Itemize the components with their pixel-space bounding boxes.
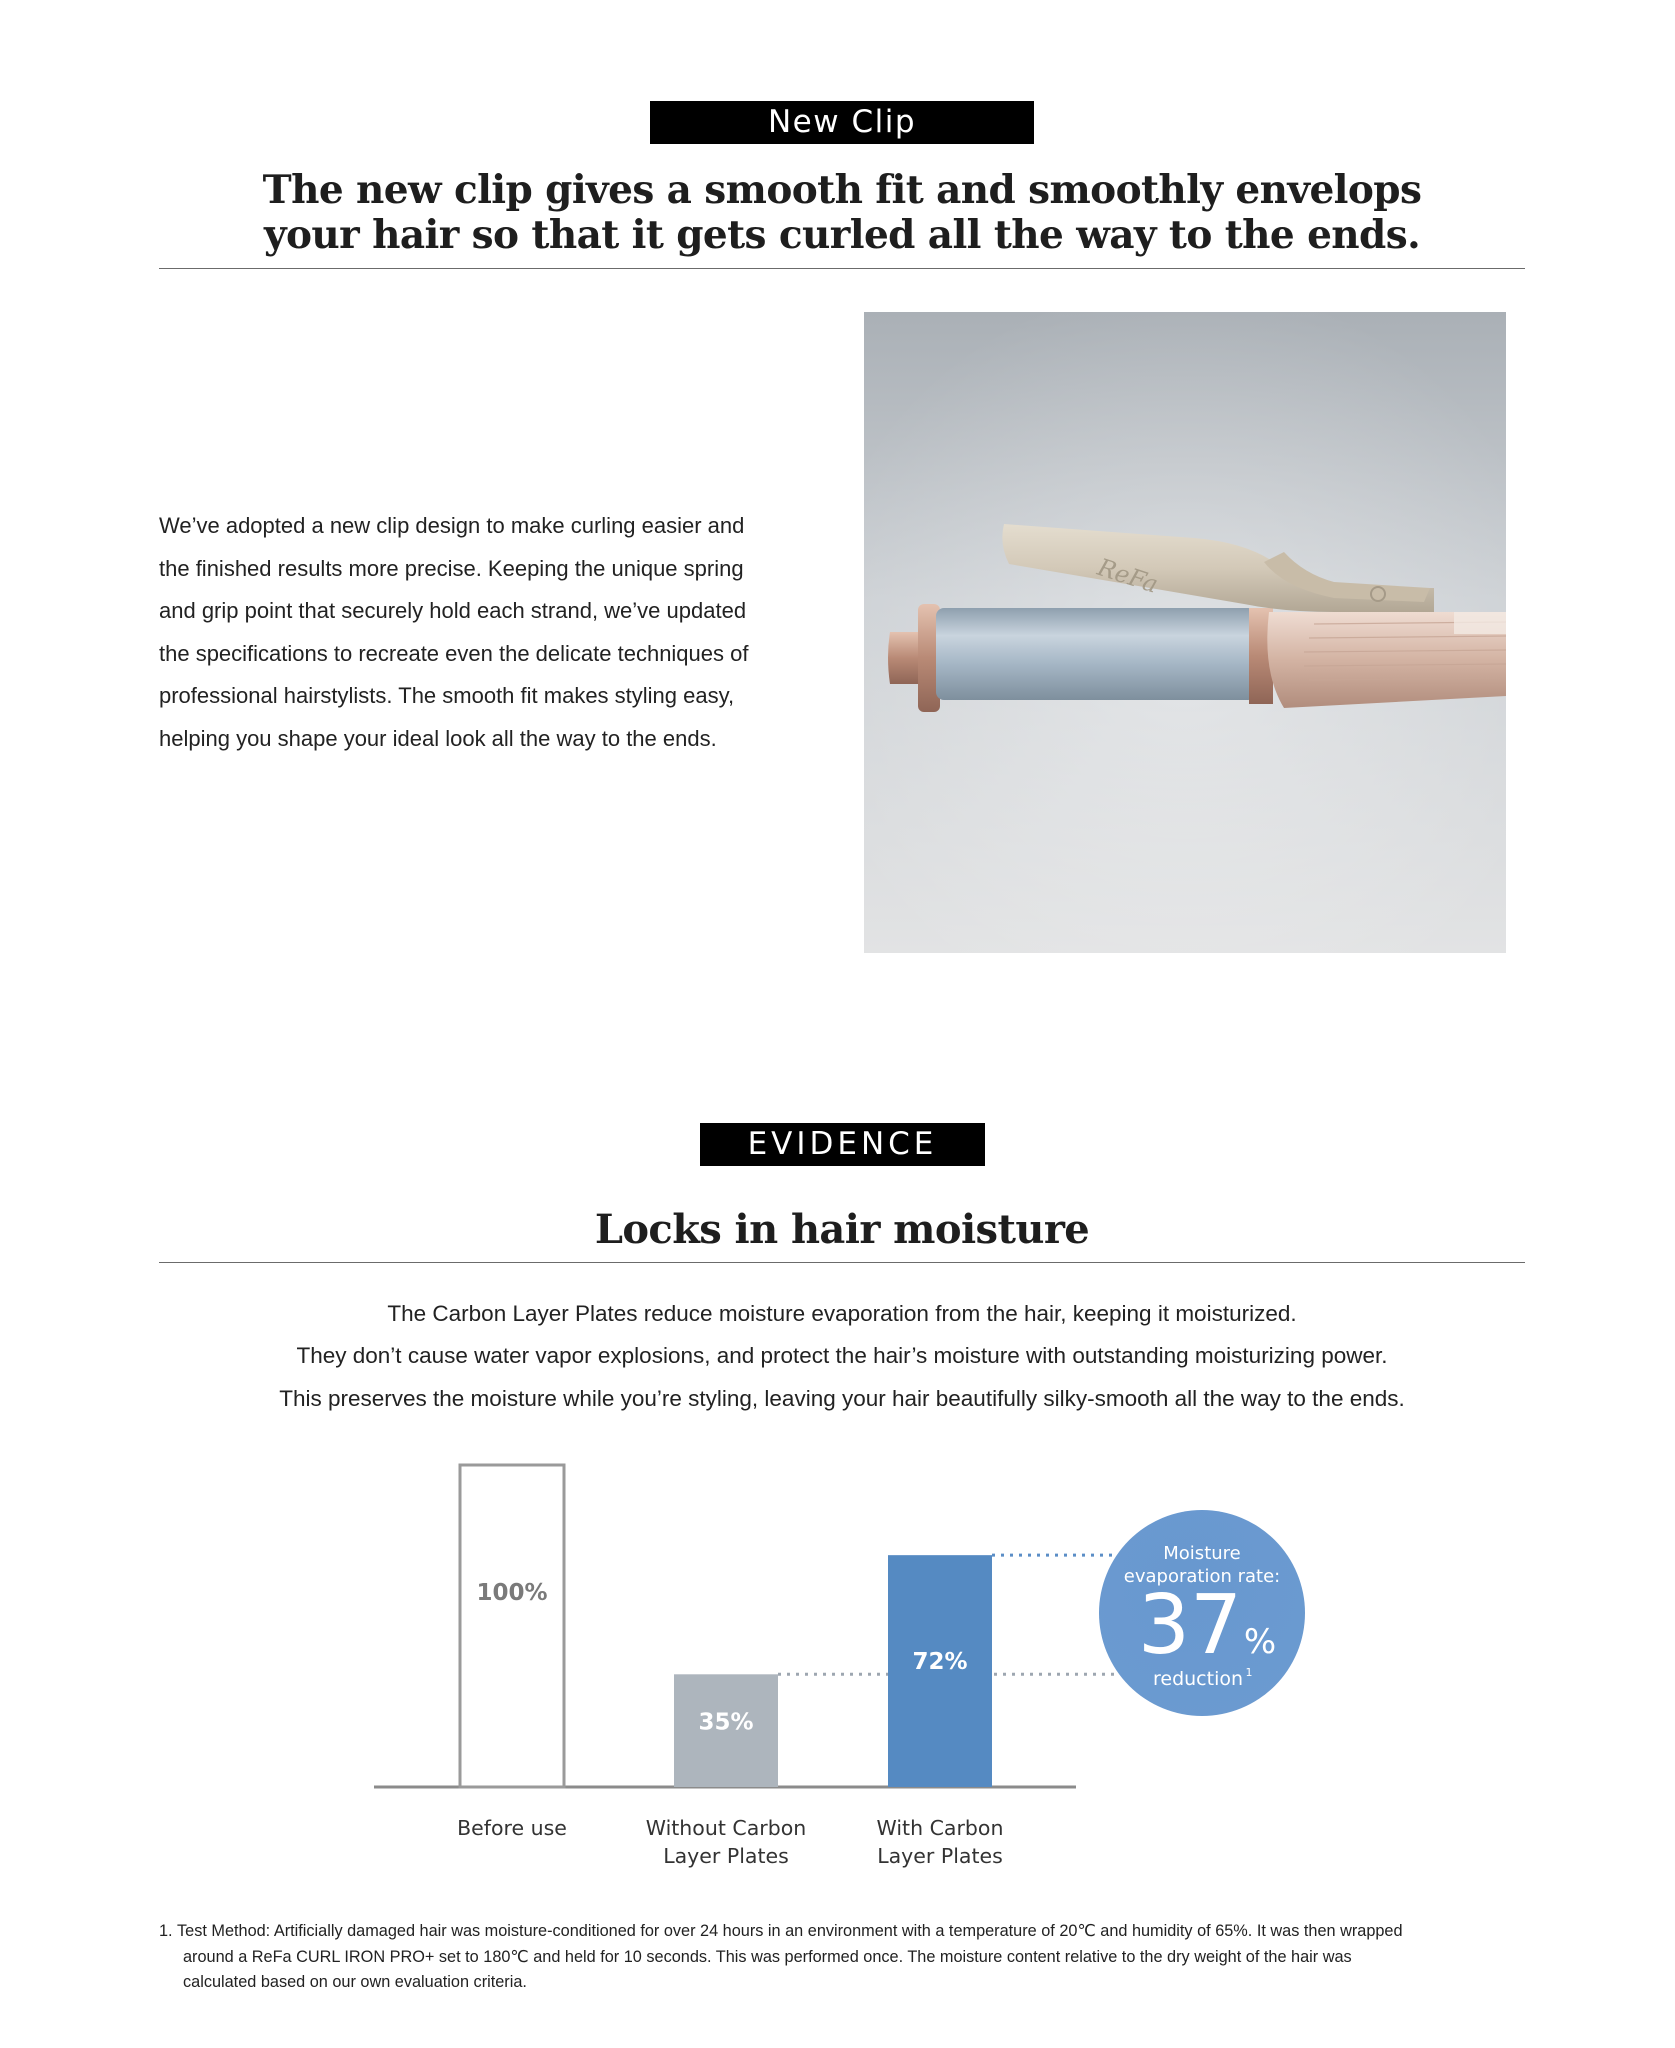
evidence-description-line: This preserves the moisture while you’re styling, leaving your hair beautifully silky-smooth all the way to the ends.	[279, 1386, 1405, 1411]
footnote-line: around a ReFa CURL IRON PRO+ set to 180℃ and held for 10 seconds. This was performed once. The moisture content relative to the dry weight of the hair was	[183, 1947, 1352, 1966]
bar-value-label: 100%	[476, 1580, 548, 1607]
badge-footnote-mark: 1	[1245, 1666, 1253, 1679]
bar-value-label: 72%	[912, 1648, 968, 1675]
badge-line-3: reduction	[1152, 1668, 1244, 1690]
bar-value-label: 35%	[698, 1709, 754, 1736]
new-clip-tag: New Clip	[650, 101, 1034, 144]
evidence-description-line: They don’t cause water vapor explosions, and protect the hair’s moisture with outstanding moisturizing power.	[296, 1343, 1388, 1368]
curling-iron-product-image	[864, 312, 1506, 953]
footnote-number: 1.	[159, 1922, 173, 1940]
new-clip-headline-line-2: your hair so that it gets curled all the way to the ends.	[263, 212, 1421, 258]
footnote-line: Test Method: Artificially damaged hair was moisture-conditioned for over 24 hours in an environment with a temperature of 20℃ and humidity of 65%. It was then wrapped	[177, 1922, 1403, 1940]
description-line: the finished results more precise. Keeping the unique spring	[159, 555, 744, 581]
footnote-line: calculated based on our own evaluation criteria.	[183, 1973, 527, 1991]
evidence-headline: Locks in hair moisture	[594, 1206, 1090, 1253]
category-label: Before use	[457, 1816, 567, 1840]
description-line: professional hairstylists. The smooth fit makes styling easy,	[159, 683, 735, 708]
badge-line-1: Moisture	[1163, 1543, 1241, 1564]
new-clip-headline-line-1: The new clip gives a smooth fit and smoothly envelops	[262, 167, 1422, 213]
badge-line-2: evaporation rate:	[1123, 1566, 1281, 1587]
badge-unit: %	[1243, 1622, 1277, 1662]
description-line: helping you shape your ideal look all the way to the ends.	[159, 725, 717, 751]
category-label: Layer Plates	[877, 1844, 1003, 1868]
badge-value: 37	[1137, 1578, 1243, 1673]
description-line: We’ve adopted a new clip design to make curling easier and	[159, 513, 745, 538]
new-clip-headline	[159, 168, 1525, 258]
description-line: the specifications to recreate even the delicate techniques of	[159, 640, 749, 666]
category-label: Without Carbon	[645, 1816, 807, 1840]
section-divider	[159, 1262, 1525, 1263]
evidence-description-line: The Carbon Layer Plates reduce moisture evaporation from the hair, keeping it moisturized.	[387, 1301, 1297, 1326]
new-clip-description	[159, 505, 819, 760]
evidence-tag: EVIDENCE	[700, 1123, 985, 1166]
moisture-bar-chart	[360, 1455, 1340, 1895]
category-label: With Carbon	[876, 1816, 1004, 1840]
test-method-footnote	[159, 1919, 1529, 1996]
section-divider	[159, 268, 1525, 269]
category-label: Layer Plates	[663, 1844, 789, 1868]
product-logo: ReFa	[1094, 553, 1162, 599]
bar-1	[460, 1465, 564, 1787]
description-line: and grip point that securely hold each strand, we’ve updated	[159, 598, 747, 623]
